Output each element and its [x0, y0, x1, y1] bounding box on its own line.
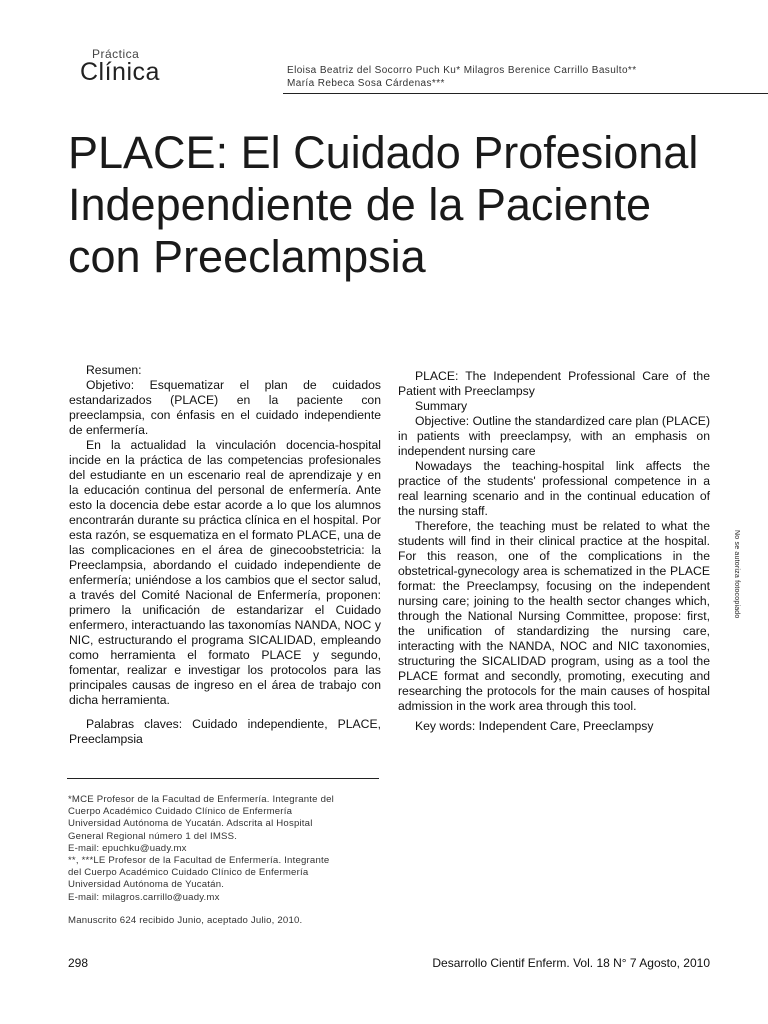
footnote-line: Cuerpo Académico Cuidado Clínico de Enfermería	[68, 806, 293, 818]
article-title: PLACE: El Cuidado Profesional Independiente de la Paciente con Preeclampsia	[68, 127, 699, 282]
keywords-english	[398, 719, 710, 734]
abstract-en-objective: Objective: Outline the standardized care plan (PLACE) in patients with preeclampsy, with an emphasis on independent nursing care	[398, 414, 710, 458]
footnote-line: General Regional número 1 del IMSS.	[68, 830, 238, 842]
abstract-es-objective: Objetivo: Esquematizar el plan de cuidados estandarizados (PLACE) en la paciente con preeclampsia, con énfasis en el cuidado independiente de enfermería.	[69, 378, 381, 437]
manuscript-note: Manuscrito 624 recibido Junio, aceptado Julio, 2010.	[68, 915, 303, 926]
header-divider	[283, 93, 768, 94]
abstract-spanish	[69, 363, 381, 708]
page-number: 298	[68, 956, 89, 970]
abstract-en-title: PLACE: The Independent Professional Care of the Patient with Preeclampsy	[398, 369, 710, 398]
abstract-es-heading: Resumen:	[86, 363, 142, 377]
copyright-side-note: No se autoriza fotocopiado	[733, 530, 740, 619]
authors-line-2: María Rebeca Sosa Cárdenas***	[287, 78, 445, 89]
abstract-en-para-2: Therefore, the teaching must be related to what the students will find in their clinical practice at the hospital. For this reason, one of the complications in the obstetrical-gynecology area is schematized in the PLACE format: the Preeclampsy, focusing on the independent nursing care; joining to the health sector changes which, through the National Nursing Committee, propose: first, the unification of standardizing the nursing care, interacting with the NANDA, NOC and NIC taxonomies, structuring the SICALIDAD program, using as a tool the PLACE format and secondly, promoting, executing and researching the protocols for the main causes of hospital admission in the work area through this tool.	[398, 519, 710, 713]
keywords-spanish	[69, 717, 381, 747]
section-label-top: Práctica	[92, 47, 140, 61]
footnote-line: Universidad Autónoma de Yucatán. Adscrita al Hospital	[68, 818, 313, 830]
footnote-line: **, ***LE Profesor de la Facultad de Enfermería. Integrante	[68, 855, 330, 867]
journal-citation: Desarrollo Cientif Enferm. Vol. 18 N° 7 Agosto, 2010	[432, 956, 710, 970]
footnote-email: E-mail: milagros.carrillo@uady.mx	[68, 891, 220, 903]
footnotes	[68, 794, 388, 904]
keywords-es-text: Palabras claves: Cuidado independiente, PLACE, Preeclampsia	[69, 717, 381, 746]
footnote-line: del Cuerpo Académico Cuidado Clínico de Enfermería	[68, 867, 309, 879]
footnote-divider	[67, 778, 379, 779]
abstract-en-para-1: Nowadays the teaching-hospital link affects the practice of the students' professional competence in a real learning scenario and in the continual education of the nursing staff.	[398, 459, 710, 518]
footnote-line: Universidad Autónoma de Yucatán.	[68, 879, 225, 891]
footnote-email: E-mail: epuchku@uady.mx	[68, 842, 187, 854]
abstract-en-heading: Summary	[415, 399, 468, 413]
footnote-line: *MCE Profesor de la Facultad de Enfermería. Integrante del	[68, 794, 334, 805]
abstract-es-body: En la actualidad la vinculación docencia-hospital incide en la práctica de las competencias profesionales del estudiante en un escenario real de aprendizaje y en la educación continua del personal de enfermería. Ante esto la docencia debe estar acorde a lo que los alumnos encontrarán durante su práctica clínica en el hospital. Por esta razón, se esquematiza en el formato PLACE, una de las complicaciones en el área de ginecoobstetricia: la Preeclampsia, abordando el cuidado independiente de enfermería; uniéndose a los cambios que el sector salud, a través del Comité Nacional de Enfermería, proponen: primero la unificación de estandarizar el Cuidado enfermero, interactuando las taxonomías NANDA, NOC y NIC, estructurando el programa SICALIDAD, empleando como herramienta el formato PLACE y segundo, fomentar, realizar e investigar los protocolos para las principales causas de ingreso en el área de trabajo con dicha herramienta.	[69, 438, 381, 707]
section-label-main: Clínica	[80, 58, 160, 86]
authors	[287, 64, 637, 90]
keywords-en-text: Key words: Independent Care, Preeclampsy	[415, 719, 654, 733]
authors-line-1: Eloisa Beatriz del Socorro Puch Ku* Milagros Berenice Carrillo Basulto**	[287, 65, 637, 76]
abstract-english	[398, 369, 710, 714]
